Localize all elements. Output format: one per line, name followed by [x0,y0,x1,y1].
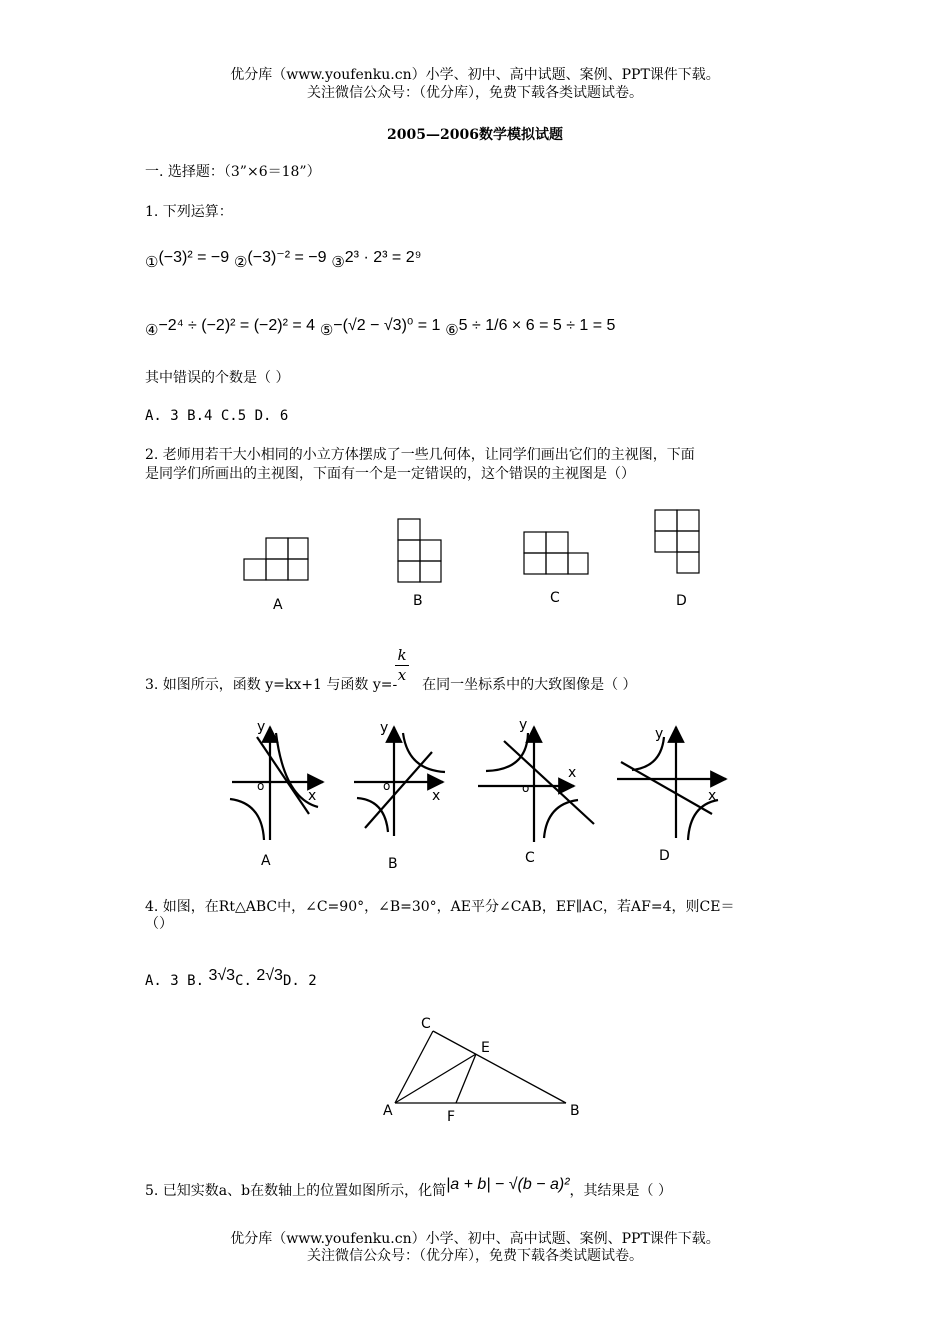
q3-label-b: B [388,856,398,872]
q2-label-d: D [676,593,687,609]
q3-d-x-label: x [708,788,717,804]
q4-option-c-label: C. [235,973,252,989]
q3-label-c: C [525,850,535,866]
q4-option-b-value: 3√3 [208,967,236,984]
q3-c-y-label: y [519,717,528,733]
q4-point-a: A [383,1103,393,1119]
q3-label-d: D [659,848,670,864]
q3-stem-part-b: 在同一坐标系中的大致图像是（ ） [422,677,637,693]
q3-stem-part-a: 3. 如图所示，函数 y=kx+1 与函数 y=- [145,677,398,693]
q3-frac-denominator: x [395,665,409,684]
q2-label-b: B [413,593,423,609]
q1-expr-1: (−3)² = −9 [158,249,230,266]
q1-expr-4: −2⁴ ÷ (−2)² = (−2)² = 4 [158,317,316,334]
q3-label-a: A [261,853,271,869]
q4-point-b: B [570,1103,580,1119]
q3-b-y-label: y [380,720,389,736]
q1-expr-6: 5 ÷ 1/6 × 6 = 5 ÷ 1 = 5 [458,317,616,334]
marker-2: ② [233,253,248,271]
footer-line-2: 关注微信公众号：（优分库），免费下载各类试题试卷。 [307,1248,643,1264]
page-title: 2005—2006数学模拟试题 [387,127,563,143]
q4-point-e: E [481,1040,490,1056]
marker-6: ⑥ [445,321,459,339]
q5-stem [145,1176,672,1200]
q3-a-y-label: y [257,719,266,735]
q4-point-f: F [447,1109,456,1125]
marker-4: ④ [145,321,159,339]
q4-stem-line-2: （） [145,916,173,932]
q3-b-origin: o [383,779,391,793]
q1-stem: 1. 下列运算： [145,204,233,220]
q2-stem-line-2: 是同学们所画出的主视图，下面有一个是一定错误的，这个错误的主视图是（） [145,466,635,482]
q2-label-c: C [550,590,560,606]
q1-options: A. 3 B.4 C.5 D. 6 [145,408,289,424]
q4-option-c-value: 2√3 [256,967,283,984]
q1-expr-2: (−3)⁻² = −9 [247,249,327,266]
q4-option-a-b: A. 3 B. [145,973,205,989]
q2-stem-line-1: 2. 老师用若干大小相同的小立方体摆成了一些几何体，让同学们画出它们的主视图，下面 [145,447,695,463]
header-line-2: 关注微信公众号：（优分库），免费下载各类试题试卷。 [307,85,643,101]
marker-5: ⑤ [319,321,334,339]
q3-a-x-label: x [308,788,317,804]
q4-option-d: D. 2 [282,973,317,989]
marker-1: ① [145,253,159,271]
section-heading: 一. 选择题：（3”×6＝18”） [145,164,321,180]
q5-stem-part-b: ，其结果是（ ） [569,1183,672,1199]
q3-d-y-label: y [655,726,664,742]
q3-a-origin: o [257,779,265,793]
q1-expr-3: 2³ · 2³ = 2⁹ [344,249,422,266]
q3-c-origin: o [522,781,530,795]
q3-c-x-label: x [568,765,577,781]
q2-label-a: A [273,597,283,613]
marker-3: ③ [331,253,345,271]
q1-expr-5: −(√2 − √3)⁰ = 1 [333,317,441,334]
footer-line-1: 优分库（www.youfenku.cn）小学、初中、高中试题、案例、PPT课件下载。 [230,1231,720,1247]
q5-expression: |a + b| − √(b − a)² [446,1176,570,1193]
q1-prompt: 其中错误的个数是（ ） [145,370,290,386]
q5-stem-part-a: 5. 已知实数a、b在数轴上的位置如图所示，化简 [145,1183,447,1199]
q3-frac-numerator: k [397,646,407,664]
q4-stem-line-1: 4. 如图，在Rt△ABC中，∠C=90°，∠B=30°，AE平分∠CAB，EF∥AC，若AF=4，则CE＝ [145,899,735,915]
q4-point-c: C [421,1016,431,1032]
header-line-1: 优分库（www.youfenku.cn）小学、初中、高中试题、案例、PPT课件下载。 [230,67,720,83]
q3-b-x-label: x [432,788,441,804]
